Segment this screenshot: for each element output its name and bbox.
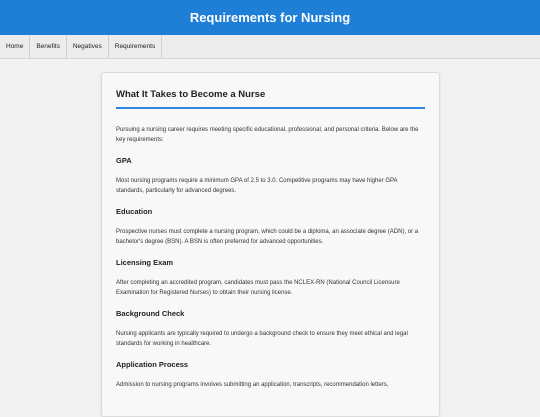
nav-item-home[interactable]: Home (0, 35, 30, 58)
section-body-education: Prospective nurses must complete a nursing program, which could be a diploma, an associate degree (ADN), or a bachelor's degree (BSN). A BSN is often preferred for advanced opportunities. (116, 229, 419, 245)
page-title: Requirements for Nursing (189, 10, 351, 25)
section-body-application-process: Admission to nursing programs involves submitting an application, transcripts, recommendation letters, (116, 382, 389, 388)
nav-item-requirements[interactable]: Requirements (109, 35, 162, 58)
section-heading-licensing-exam: Licensing Exam (116, 258, 174, 267)
page-header (0, 0, 540, 35)
section-heading-application-process: Application Process (116, 360, 189, 369)
section-heading-gpa: GPA (116, 156, 132, 165)
nav-bar (0, 35, 540, 59)
nav-item-benefits[interactable]: Benefits (30, 35, 67, 58)
section-heading-background-check: Background Check (116, 309, 185, 318)
card-title: What It Takes to Become a Nurse (116, 89, 425, 109)
section-body-gpa: Most nursing programs require a minimum GPA of 2.5 to 3.0. Competitive programs may have higher GPA standards, particularly for advanced degrees. (116, 178, 398, 194)
section-body-licensing-exam: After completing an accredited program, candidates must pass the NCLEX-RN (National Council Licensure Examination for Registered Nurses) to obtain their nursing license. (116, 280, 400, 296)
content-card (101, 72, 440, 417)
section-heading-education: Education (116, 207, 153, 216)
nav-item-negatives[interactable]: Negatives (67, 35, 109, 58)
section-body-background-check: Nursing applicants are typically required to undergo a background check to ensure they meet ethical and legal standards for working in healthcare. (116, 331, 408, 347)
intro-text: Pursuing a nursing career requires meeting specific educational, professional, and personal criteria. Below are the key requirements: (116, 127, 419, 143)
